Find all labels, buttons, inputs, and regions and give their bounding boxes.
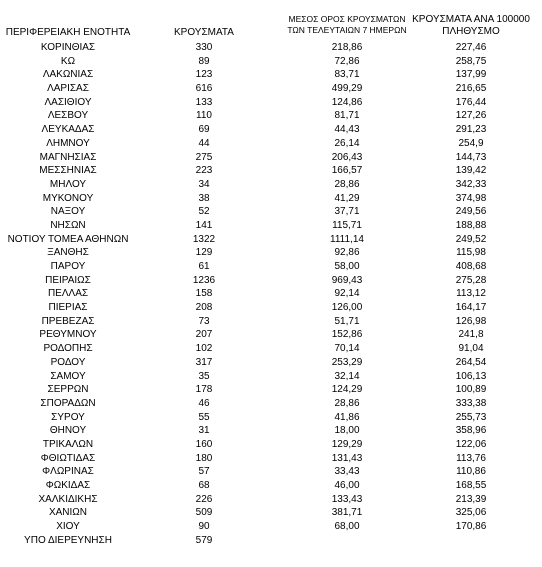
cell-region: ΠΑΡΟΥ: [50, 261, 86, 272]
cell-per-100000: 358,96: [455, 425, 487, 437]
cell-cases: 110: [196, 110, 212, 122]
cell-cases: 208: [195, 302, 213, 314]
table-row: [0, 178, 542, 192]
header-cases: ΚΡΟΥΣΜΑΤΑ: [174, 27, 234, 38]
header-per-line2: ΠΛΗΘΥΣΜΟ: [442, 26, 500, 37]
cell-region: ΛΑΚΩΝΙΑΣ: [42, 69, 94, 81]
cell-per-100000: 168,55: [455, 480, 487, 491]
table-row: [0, 493, 542, 507]
cell-region: ΡΟΔΟΠΗΣ: [43, 343, 93, 355]
cell-per-100000: 255,73: [455, 411, 487, 423]
cell-per-100000: 176,44: [455, 96, 487, 108]
cell-seven-day-average: 166,57: [331, 165, 363, 177]
cell-region: ΦΘΙΩΤΙΔΑΣ: [40, 452, 96, 464]
cell-cases: 38: [198, 192, 210, 204]
cell-region: ΧΙΟΥ: [56, 521, 80, 533]
cell-region: ΥΠΟ ΔΙΕΡΕΥΝΗΣΗ: [24, 534, 112, 546]
cell-region: ΦΩΚΙΔΑΣ: [45, 480, 91, 491]
cell-cases: 1322: [192, 233, 216, 245]
cell-per-100000: 100,89: [455, 384, 487, 396]
cell-per-100000: 291,23: [455, 124, 487, 136]
cell-seven-day-average: 18,00: [334, 425, 360, 437]
cell-region: ΚΟΡΙΝΘΙΑΣ: [40, 42, 96, 53]
cell-seven-day-average: 124,29: [331, 384, 363, 396]
cell-region: ΠΕΙΡΑΙΩΣ: [45, 274, 91, 286]
cell-per-100000: 122,06: [455, 438, 487, 450]
cell-cases: 44: [198, 137, 210, 149]
cell-per-100000: 249,56: [455, 206, 487, 218]
cell-region: ΚΩ: [60, 55, 76, 67]
cell-seven-day-average: 28,86: [334, 178, 360, 190]
cell-region: ΛΕΥΚΑΔΑΣ: [41, 124, 95, 136]
cell-region: ΛΑΡΙΣΑΣ: [47, 83, 89, 95]
cell-cases: 226: [195, 493, 213, 505]
cell-cases: 317: [195, 356, 213, 368]
table-row: [0, 205, 542, 219]
cell-per-100000: 164,17: [455, 302, 487, 314]
cell-seven-day-average: 218,86: [331, 42, 363, 53]
cell-cases: 57: [198, 466, 210, 478]
cell-region: ΣΠΟΡΑΔΩΝ: [40, 397, 96, 409]
cell-seven-day-average: 124,86: [331, 96, 363, 108]
cell-per-100000: 325,06: [455, 507, 487, 519]
cell-seven-day-average: 253,29: [331, 356, 363, 368]
cell-cases: 330: [195, 42, 213, 53]
cell-per-100000: 227,46: [455, 42, 487, 53]
cell-seven-day-average: 46,00: [334, 480, 360, 491]
table-row: [0, 479, 542, 493]
cell-region: ΤΡΙΚΑΛΩΝ: [42, 438, 94, 450]
cell-seven-day-average: 72,86: [334, 55, 360, 67]
cell-per-100000: 139,42: [455, 165, 487, 177]
table-row: [0, 328, 542, 342]
cell-cases: 102: [195, 343, 213, 355]
cell-cases: 35: [198, 370, 210, 382]
cell-per-100000: 216,65: [455, 83, 487, 95]
table-row: [0, 370, 542, 384]
cell-per-100000: 106,13: [455, 370, 487, 382]
cell-seven-day-average: 33,43: [334, 466, 360, 478]
table-row: [0, 151, 542, 165]
cell-cases: 73: [198, 315, 210, 327]
cell-per-100000: 113,12: [456, 288, 486, 300]
cell-cases: 69: [198, 124, 210, 136]
cell-seven-day-average: 51,71: [334, 315, 360, 327]
table-row: [0, 383, 542, 397]
header-avg-line2: ΤΩΝ ΤΕΛΕΥΤΑΙΩΝ 7 ΗΜΕΡΩΝ: [287, 25, 407, 35]
header-avg-line1: ΜΕΣΟΣ ΟΡΟΣ ΚΡΟΥΣΜΑΤΩΝ: [288, 14, 406, 24]
cell-per-100000: 264,54: [455, 356, 487, 368]
cell-region: ΜΥΚΟΝΟΥ: [42, 192, 94, 204]
cell-per-100000: 137,99: [455, 69, 487, 81]
table-row: [0, 219, 542, 233]
table-row: [0, 506, 542, 520]
table-row: [0, 96, 542, 110]
cell-region: ΣΥΡΟΥ: [51, 411, 85, 423]
cell-seven-day-average: 206,43: [331, 151, 363, 163]
cell-seven-day-average: 115,71: [332, 219, 362, 231]
cell-region: ΠΙΕΡΙΑΣ: [48, 302, 88, 314]
cell-per-100000: 408,68: [455, 261, 487, 272]
table-row: [0, 55, 542, 69]
cell-region: ΛΑΣΙΘΙΟΥ: [44, 96, 92, 108]
table-row: [0, 274, 542, 288]
cell-cases: 141: [195, 219, 213, 231]
cell-seven-day-average: 131,43: [331, 452, 363, 464]
cell-region: ΝΗΣΩΝ: [50, 219, 86, 231]
cell-seven-day-average: 58,00: [334, 261, 360, 272]
cell-region: ΣΑΜΟΥ: [50, 370, 86, 382]
table-row: [0, 109, 542, 123]
cell-cases: 46: [198, 397, 210, 409]
cell-region: ΠΡΕΒΕΖΑΣ: [41, 315, 95, 327]
cell-seven-day-average: 26,14: [334, 137, 360, 149]
cell-per-100000: 110,86: [456, 466, 486, 478]
cell-seven-day-average: 92,86: [334, 247, 360, 259]
cell-per-100000: 213,39: [455, 493, 487, 505]
cell-region: ΞΑΝΘΗΣ: [47, 247, 89, 259]
cell-cases: 61: [198, 261, 210, 272]
cell-seven-day-average: 133,43: [331, 493, 363, 505]
table-row: [0, 534, 542, 548]
table-row: [0, 397, 542, 411]
cell-cases: 223: [195, 165, 213, 177]
table-body: [0, 41, 542, 547]
cell-region: ΜΕΣΣΗΝΙΑΣ: [39, 165, 97, 177]
cell-cases: 160: [195, 438, 213, 450]
table-row: [0, 520, 542, 534]
table-row: [0, 287, 542, 301]
cell-cases: 178: [195, 384, 213, 396]
cell-region: ΜΑΓΝΗΣΙΑΣ: [39, 151, 97, 163]
table-row: [0, 465, 542, 479]
cell-region: ΡΕΘΥΜΝΟΥ: [39, 329, 97, 341]
table-row: [0, 164, 542, 178]
cell-region: ΘΗΝΟΥ: [49, 425, 87, 437]
cell-region: ΝΟΤΙΟΥ ΤΟΜΕΑ ΑΘΗΝΩΝ: [7, 233, 129, 245]
cell-region: ΦΛΩΡΙΝΑΣ: [42, 466, 94, 478]
cell-seven-day-average: 44,43: [334, 124, 360, 136]
table-row: [0, 123, 542, 137]
table-row: [0, 68, 542, 82]
cell-cases: 90: [198, 521, 210, 533]
table-row: [0, 41, 542, 55]
cell-seven-day-average: 68,00: [334, 521, 360, 533]
header-cases-per-100000: [405, 14, 537, 38]
table-row: [0, 356, 542, 370]
cell-per-100000: 333,38: [455, 397, 487, 409]
cell-seven-day-average: 381,71: [331, 507, 363, 519]
table-row: [0, 82, 542, 96]
cell-cases: 123: [195, 69, 213, 81]
cell-per-100000: 91,04: [458, 343, 484, 355]
table-row: [0, 315, 542, 329]
cell-cases: 89: [198, 55, 210, 67]
header-per-line1: ΚΡΟΥΣΜΑΤΑ ΑΝΑ 100000: [412, 14, 530, 25]
cell-cases: 1236: [192, 274, 216, 286]
cell-seven-day-average: 41,29: [334, 192, 360, 204]
cell-per-100000: 374,98: [455, 192, 487, 204]
cell-per-100000: 127,26: [455, 110, 487, 122]
cell-region: ΧΑΝΙΩΝ: [48, 507, 88, 519]
cell-seven-day-average: 152,86: [331, 329, 363, 341]
cell-per-100000: 258,75: [455, 55, 487, 67]
cell-seven-day-average: 969,43: [331, 274, 363, 286]
table-row: [0, 137, 542, 151]
cell-seven-day-average: 92,14: [334, 288, 360, 300]
table-row: [0, 192, 542, 206]
header-seven-day-average: [272, 14, 422, 36]
table-row: [0, 342, 542, 356]
cell-cases: 180: [195, 452, 213, 464]
cell-cases: 68: [198, 480, 210, 491]
cell-region: ΛΗΜΝΟΥ: [46, 137, 90, 149]
cell-seven-day-average: 83,71: [334, 69, 360, 81]
table-row: [0, 246, 542, 260]
cell-per-100000: 342,33: [455, 178, 487, 190]
table-row: [0, 438, 542, 452]
cell-region: ΠΕΛΛΑΣ: [47, 288, 89, 300]
table-row: [0, 411, 542, 425]
cell-cases: 275: [195, 151, 213, 163]
cell-cases: 207: [195, 329, 213, 341]
cell-cases: 133: [195, 96, 213, 108]
cell-seven-day-average: 28,86: [334, 397, 360, 409]
cell-per-100000: 115,98: [456, 247, 486, 259]
cell-cases: 52: [198, 206, 210, 218]
cell-cases: 579: [195, 534, 213, 546]
cell-cases: 31: [198, 425, 210, 437]
cell-cases: 34: [198, 178, 210, 190]
cell-seven-day-average: 81,71: [334, 110, 360, 122]
cell-seven-day-average: 129,29: [331, 438, 363, 450]
cell-seven-day-average: 1111,14: [330, 233, 364, 245]
cell-per-100000: 254,9: [458, 137, 484, 149]
cell-seven-day-average: 32,14: [334, 370, 360, 382]
table-row: [0, 424, 542, 438]
cell-cases: 158: [195, 288, 213, 300]
table-row: [0, 301, 542, 315]
cell-region: ΝΑΞΟΥ: [50, 206, 86, 218]
cell-seven-day-average: 126,00: [331, 302, 363, 314]
cell-per-100000: 113,76: [456, 452, 486, 464]
cell-seven-day-average: 41,86: [334, 411, 360, 423]
cell-per-100000: 241,8: [458, 329, 484, 341]
cell-region: ΡΟΔΟΥ: [50, 356, 86, 368]
cell-per-100000: 275,28: [455, 274, 487, 286]
header-region: ΠΕΡΙΦΕΡΕΙΑΚΗ ΕΝΟΤΗΤΑ: [5, 27, 131, 38]
cell-cases: 509: [195, 507, 213, 519]
cell-region: ΛΕΣΒΟΥ: [47, 110, 89, 122]
cell-per-100000: 249,52: [455, 233, 487, 245]
table-row: [0, 452, 542, 466]
cell-region: ΜΗΛΟΥ: [49, 178, 87, 190]
cell-cases: 616: [195, 83, 213, 95]
cell-cases: 55: [198, 411, 210, 423]
table-row: [0, 260, 542, 274]
cell-seven-day-average: 499,29: [331, 83, 363, 95]
cell-per-100000: 188,88: [455, 219, 487, 231]
cell-cases: 129: [195, 247, 213, 259]
cell-per-100000: 126,98: [455, 315, 487, 327]
cell-region: ΣΕΡΡΩΝ: [47, 384, 89, 396]
cell-per-100000: 170,86: [455, 521, 487, 533]
table-row: [0, 233, 542, 247]
cell-seven-day-average: 70,14: [334, 343, 360, 355]
cell-seven-day-average: 37,71: [334, 206, 360, 218]
cell-region: ΧΑΛΚΙΔΙΚΗΣ: [38, 493, 98, 505]
cell-per-100000: 144,73: [455, 151, 487, 163]
